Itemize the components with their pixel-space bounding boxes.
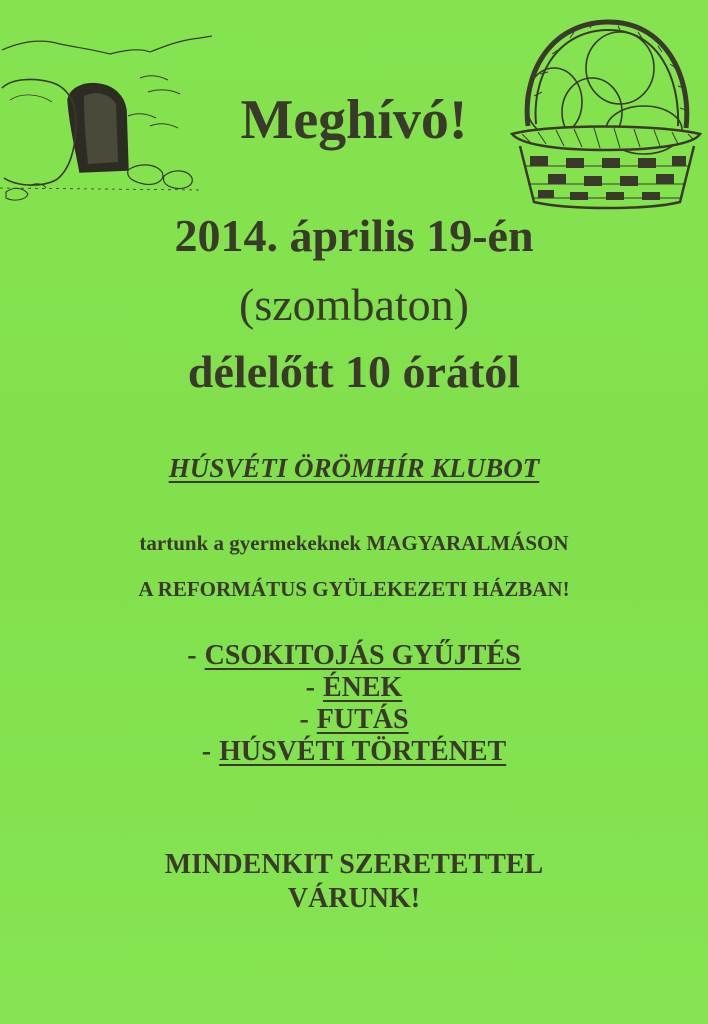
activities-list <box>0 640 708 768</box>
activity-label: CSOKITOJÁS GYŰJTÉS <box>204 640 521 671</box>
closing-line-1: MINDENKIT SZERETETTEL <box>164 849 544 880</box>
event-day: (szombaton) <box>239 279 469 330</box>
activity-dash: - <box>299 704 309 735</box>
activity-item <box>0 704 708 736</box>
description-line-2: A REFORMÁTUS GYÜLEKEZETI HÁZBAN! <box>138 577 570 601</box>
activity-label: ÉNEK <box>322 672 403 703</box>
activity-item <box>0 736 708 768</box>
activity-label: HÚSVÉTI TÖRTÉNET <box>219 736 507 767</box>
event-time: délelőtt 10 órától <box>187 346 521 397</box>
closing-message <box>0 848 708 916</box>
club-name: HÚSVÉTI ÖRÖMHÍR KLUBOT <box>168 453 540 483</box>
description-line-1: tartunk a gyermekeknek MAGYARALMÁSON <box>139 531 569 555</box>
activity-dash: - <box>201 736 212 767</box>
page-title: Meghívó! <box>240 89 468 151</box>
activity-item <box>0 672 708 704</box>
closing-line-2: VÁRUNK! <box>287 883 421 914</box>
activity-item <box>0 640 708 672</box>
activity-dash: - <box>305 672 315 703</box>
event-date: 2014. április 19-én <box>174 210 534 261</box>
activity-dash: - <box>187 640 197 671</box>
activity-label: FUTÁS <box>316 704 409 735</box>
